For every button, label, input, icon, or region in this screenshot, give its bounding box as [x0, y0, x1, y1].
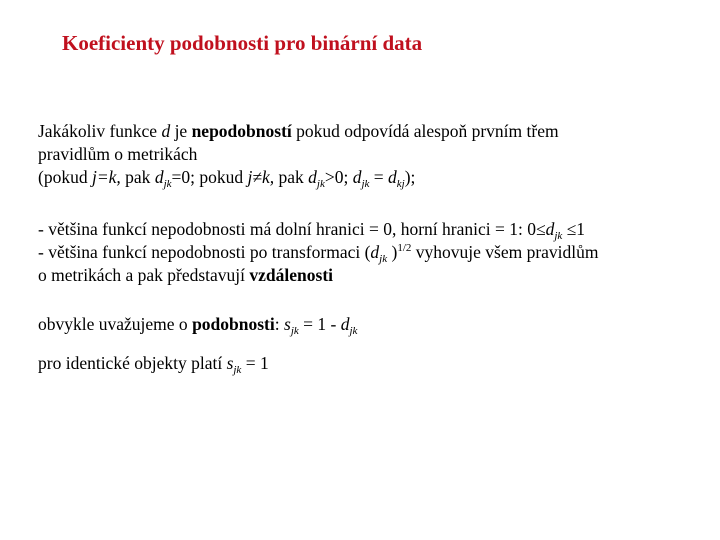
variable-d: d [352, 167, 362, 187]
text-run: Jakákoliv funkce [38, 121, 162, 141]
text-run: pro identické objekty platí [38, 353, 227, 373]
text-run: ) [387, 242, 398, 262]
term-podobnosti: podobnosti [192, 314, 275, 334]
text-run: : [274, 314, 284, 334]
properties-line-2 [38, 241, 599, 264]
definition-paragraph [38, 120, 559, 189]
subscript-jk: jk [290, 325, 299, 337]
text-run: je [170, 121, 192, 141]
definition-line-2: pravidlům o metrikách [38, 144, 198, 164]
subscript-jk: jk [233, 364, 242, 376]
subscript-jk: jk [163, 178, 172, 190]
identical-objects-line [38, 352, 269, 375]
text-run: (pokud [38, 167, 92, 187]
text-run: - většina funkcí nepodobnosti po transformaci ( [38, 242, 371, 262]
subscript-jk: jk [361, 178, 370, 190]
text-run: vyhovuje všem pravidlům [411, 242, 599, 262]
definition-line-3 [38, 166, 559, 189]
variable-d: d [388, 167, 397, 187]
definition-line-1 [38, 120, 559, 143]
variable-d: d [340, 314, 350, 334]
properties-paragraph [38, 218, 599, 287]
text-run: ); [404, 167, 416, 187]
condition-j-not-equal-k: j≠k, [247, 167, 275, 187]
subscript-jk: jk [349, 325, 358, 337]
similarity-formula-line [38, 313, 357, 336]
text-run: = [369, 167, 389, 187]
text-run: >0; [324, 167, 353, 187]
text-run: pak [120, 167, 155, 187]
variable-s: s [284, 314, 291, 334]
variable-s: s [226, 353, 234, 373]
text-run: = 1 - [298, 314, 341, 334]
variable-d: d [370, 242, 380, 262]
subscript-jk: jk [554, 230, 563, 242]
superscript-exponent: 1/2 [397, 242, 412, 254]
text-run: pokud odpovídá alespoň prvním třem [291, 121, 559, 141]
text-run: = 1 [241, 353, 269, 373]
slide-title: Koeficienty podobnosti pro binární data [62, 31, 423, 55]
condition-j-equals-k: j=k, [91, 167, 121, 187]
properties-line-3 [38, 264, 599, 287]
properties-line-1 [38, 218, 599, 241]
variable-d: d [154, 167, 164, 187]
text-run: ≤1 [562, 219, 586, 239]
subscript-jk: jk [379, 253, 388, 265]
subscript-jk: jk [316, 178, 325, 190]
text-run: obvykle uvažujeme o [38, 314, 193, 334]
subscript-kj: kj [396, 178, 405, 190]
variable-d: d [161, 121, 171, 141]
term-vzdalenosti: vzdálenosti [249, 265, 334, 285]
text-run: pak [274, 167, 309, 187]
text-run: o metrikách a pak představují [38, 265, 250, 285]
term-nepodobnosti: nepodobností [191, 121, 292, 141]
text-run: - většina funkcí nepodobnosti má dolní hranici = 0, horní hranici = 1: 0≤ [38, 219, 546, 239]
text-run: =0; pokud [171, 167, 248, 187]
variable-d: d [308, 167, 317, 187]
variable-d: d [545, 219, 555, 239]
